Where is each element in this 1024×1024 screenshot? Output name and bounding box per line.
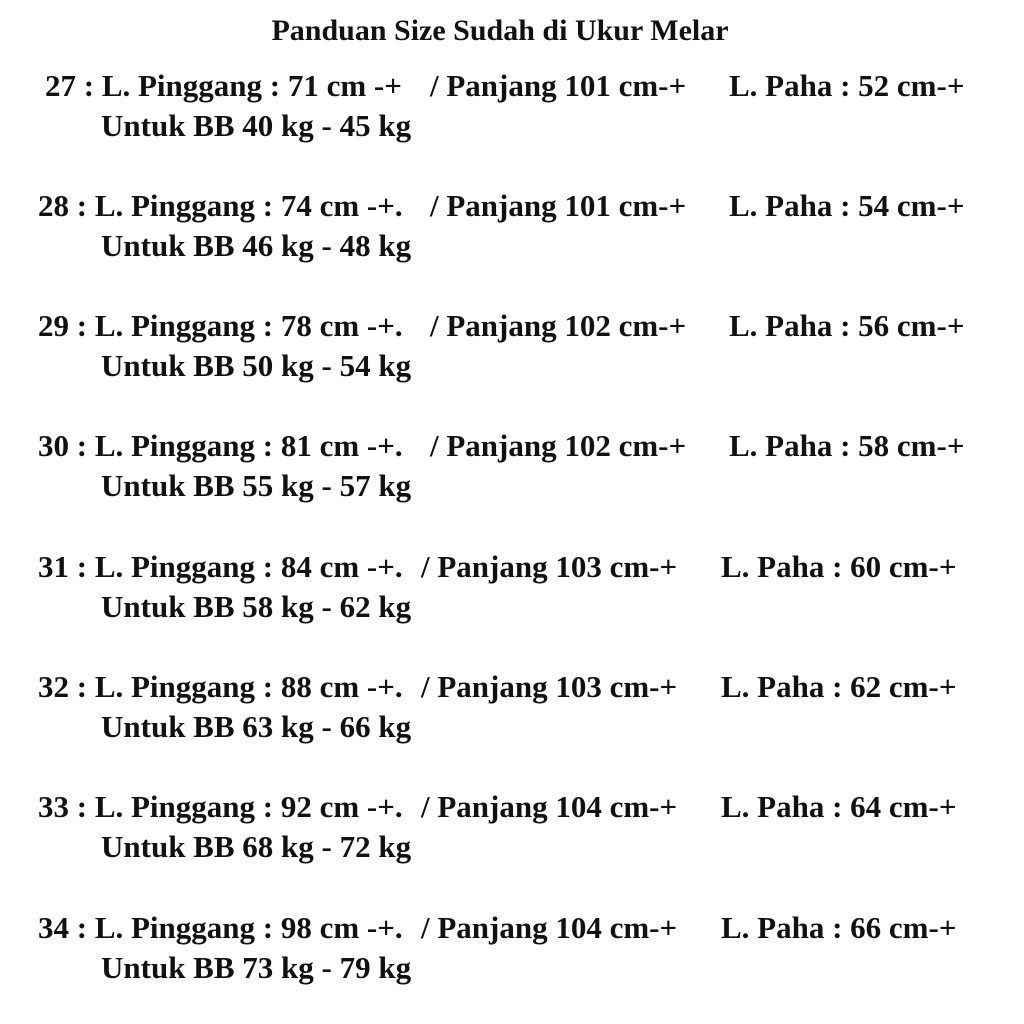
- length-text: / Panjang 101 cm-+: [430, 68, 687, 103]
- length-text: / Panjang 102 cm-+: [430, 428, 687, 463]
- weight-range: Untuk BB 73 kg - 79 kg: [101, 950, 412, 985]
- length-text: / Panjang 104 cm-+: [421, 789, 678, 824]
- length-text: / Panjang 103 cm-+: [421, 549, 678, 584]
- weight-range: Untuk BB 58 kg - 62 kg: [101, 589, 412, 624]
- thigh-text: L. Paha : 60 cm-+: [721, 549, 957, 584]
- thigh-text: L. Paha : 52 cm-+: [729, 68, 965, 103]
- weight-range: Untuk BB 46 kg - 48 kg: [101, 228, 412, 263]
- length-text: / Panjang 101 cm-+: [430, 188, 687, 223]
- thigh-text: L. Paha : 58 cm-+: [729, 428, 965, 463]
- weight-range: Untuk BB 63 kg - 66 kg: [101, 709, 412, 744]
- length-text: / Panjang 104 cm-+: [421, 910, 678, 945]
- waist-text: 32 : L. Pinggang : 88 cm -+.: [38, 669, 403, 704]
- waist-text: 28 : L. Pinggang : 74 cm -+.: [38, 188, 403, 223]
- waist-text: 34 : L. Pinggang : 98 cm -+.: [38, 910, 403, 945]
- thigh-text: L. Paha : 54 cm-+: [729, 188, 965, 223]
- waist-text: 29 : L. Pinggang : 78 cm -+.: [38, 308, 403, 343]
- weight-range: Untuk BB 68 kg - 72 kg: [101, 829, 412, 864]
- waist-text: 30 : L. Pinggang : 81 cm -+.: [38, 428, 403, 463]
- weight-range: Untuk BB 55 kg - 57 kg: [101, 468, 412, 503]
- page-title: Panduan Size Sudah di Ukur Melar: [271, 14, 729, 47]
- length-text: / Panjang 103 cm-+: [421, 669, 678, 704]
- waist-text: 27 : L. Pinggang : 71 cm -+: [45, 68, 402, 103]
- weight-range: Untuk BB 50 kg - 54 kg: [101, 348, 412, 383]
- weight-range: Untuk BB 40 kg - 45 kg: [101, 108, 412, 143]
- waist-text: 33 : L. Pinggang : 92 cm -+.: [38, 789, 403, 824]
- thigh-text: L. Paha : 62 cm-+: [721, 669, 957, 704]
- length-text: / Panjang 102 cm-+: [430, 308, 687, 343]
- thigh-text: L. Paha : 56 cm-+: [729, 308, 965, 343]
- thigh-text: L. Paha : 64 cm-+: [721, 789, 957, 824]
- thigh-text: L. Paha : 66 cm-+: [721, 910, 957, 945]
- waist-text: 31 : L. Pinggang : 84 cm -+.: [38, 549, 403, 584]
